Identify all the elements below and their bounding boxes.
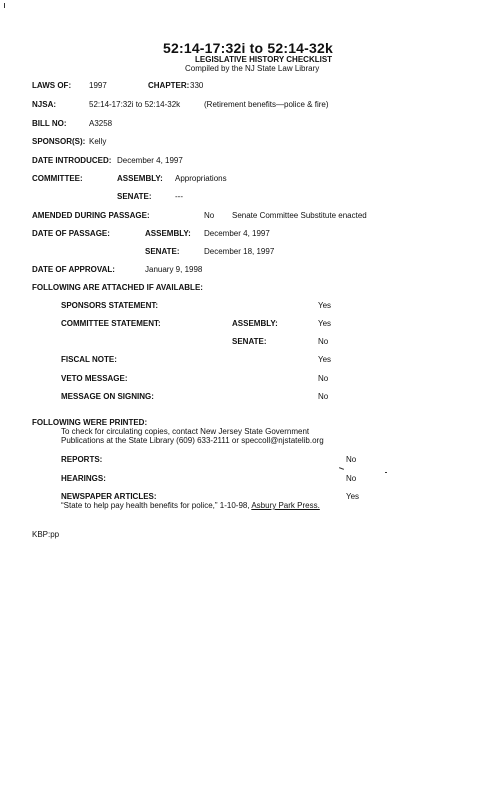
veto-message-label: VETO MESSAGE: [61,374,128,383]
passage-label: DATE OF PASSAGE: [32,229,110,238]
newspaper-article [61,502,320,510]
compiled-by: Compiled by the NJ State Law Library [185,64,320,73]
bill-no-label: BILL NO: [32,119,67,128]
scan-mark [339,467,344,470]
chapter-label: CHAPTER: [148,81,190,90]
printed-heading: FOLLOWING WERE PRINTED: [32,418,148,427]
scan-mark [4,3,5,8]
date-introduced-value: December 4, 1997 [117,156,183,165]
njsa-description: (Retirement benefits—police & fire) [204,100,329,109]
printed-line-2: Publications at the State Library (609) 633-2111 or speccoll@njstatelib.org [61,436,324,445]
fiscal-note-value: Yes [318,355,332,364]
passage-assembly-value: December 4, 1997 [204,229,270,238]
committee-statement-label: COMMITTEE STATEMENT: [61,319,161,328]
approval-label: DATE OF APPROVAL: [32,265,115,274]
reports-value: No [346,455,357,464]
printed-line-1: To check for circulating copies, contact New Jersey State Government [61,427,310,436]
committee-statement-senate-value: No [318,337,329,346]
hearings-label: HEARINGS: [61,474,106,483]
committee-statement-senate-label: SENATE: [232,337,267,346]
reports-label: REPORTS: [61,455,103,464]
passage-assembly-label: ASSEMBLY: [145,229,191,238]
message-on-signing-value: No [318,392,329,401]
footer-initials: KBP:pp [32,530,60,539]
passage-senate-label: SENATE: [145,247,180,256]
bill-no-value: A3258 [89,119,113,128]
sponsors-label: SPONSOR(S): [32,137,86,146]
amended-note: Senate Committee Substitute enacted [232,211,367,220]
newspaper-article-text: “State to help pay health benefits for police,” 1-10-98, [61,501,250,510]
hearings-value: No [346,474,357,483]
committee-statement-assembly-value: Yes [318,319,332,328]
fiscal-note-label: FISCAL NOTE: [61,355,117,364]
approval-value: January 9, 1998 [145,265,203,274]
njsa-value: 52:14-17:32i to 52:14-32k [89,100,181,109]
sponsors-statement-value: Yes [318,301,332,310]
committee-assembly-label: ASSEMBLY: [117,174,163,183]
njsa-label: NJSA: [32,100,57,109]
message-on-signing-label: MESSAGE ON SIGNING: [61,392,154,401]
sponsors-statement-label: SPONSORS STATEMENT: [61,301,159,310]
newspaper-article-source: Asbury Park Press. [251,501,320,510]
chapter-value: 330 [190,81,204,90]
committee-assembly-value: Appropriations [175,174,227,183]
laws-of-label: LAWS OF: [32,81,72,90]
laws-of-value: 1997 [89,81,107,90]
date-introduced-label: DATE INTRODUCED: [32,156,112,165]
newspaper-value: Yes [346,492,360,501]
committee-label: COMMITTEE: [32,174,83,183]
committee-statement-assembly-label: ASSEMBLY: [232,319,278,328]
committee-senate-label: SENATE: [117,192,152,201]
committee-senate-value: --- [175,192,183,201]
document-subtitle: LEGISLATIVE HISTORY CHECKLIST [195,55,333,64]
amended-value: No [204,211,215,220]
attached-heading: FOLLOWING ARE ATTACHED IF AVAILABLE: [32,283,203,292]
sponsors-value: Kelly [89,137,107,146]
document-title: 52:14-17:32i to 52:14-32k [163,40,333,56]
amended-label: AMENDED DURING PASSAGE: [32,211,150,220]
passage-senate-value: December 18, 1997 [204,247,275,256]
newspaper-label: NEWSPAPER ARTICLES: [61,492,157,501]
scan-mark [385,472,387,473]
veto-message-value: No [318,374,329,383]
